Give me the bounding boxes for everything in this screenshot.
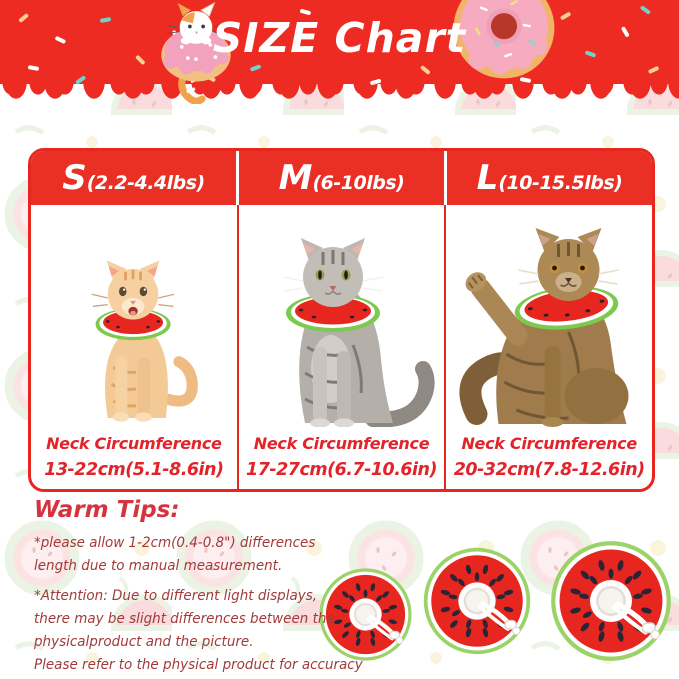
neck-range-value: 20-32cm(7.8-12.6in) xyxy=(453,460,645,480)
tip-line: *please allow 1-2cm(0.4-0.8") differences xyxy=(34,535,316,551)
cat-photo-s xyxy=(59,233,209,423)
banner-drip-edge xyxy=(0,84,679,114)
size-cell-m xyxy=(237,205,445,489)
neck-range-value: 13-22cm(5.1-8.6in) xyxy=(44,460,224,480)
collar-large-icon xyxy=(548,538,674,664)
size-cell-s xyxy=(31,205,237,489)
warm-tips-section xyxy=(34,497,364,677)
weight-range-label: (10-15.5lbs) xyxy=(498,171,623,194)
cat-photo-l xyxy=(447,214,652,429)
size-table-header-row xyxy=(31,151,652,205)
size-label: L xyxy=(476,158,499,198)
page-title: SIZE Chart xyxy=(212,14,467,62)
warm-tips-title: Warm Tips: xyxy=(34,497,180,523)
size-label: S xyxy=(62,158,87,198)
size-cell-l xyxy=(444,205,652,489)
tip-line: Please refer to the physical product for accuracy xyxy=(34,657,363,673)
collar-medium-icon xyxy=(421,545,533,657)
neck-circumference-label: Neck Circumference xyxy=(461,434,637,453)
weight-range-label: (2.2-4.4lbs) xyxy=(86,171,205,194)
tip-line: physicalproduct and the picture. xyxy=(34,634,254,650)
size-label: M xyxy=(278,158,313,198)
weight-range-label: (6-10lbs) xyxy=(312,171,405,194)
tip-line: there may be slight differences between the xyxy=(34,611,335,627)
size-column-header-s xyxy=(31,151,236,205)
cat-photo-m xyxy=(247,227,437,427)
neck-range-value: 17-27cm(6.7-10.6in) xyxy=(246,460,437,480)
tip-line: length due to manual measurement. xyxy=(34,558,283,574)
tip-line: *Attention: Due to different light displays, xyxy=(34,588,318,604)
neck-circumference-label: Neck Circumference xyxy=(253,434,430,453)
size-table-body-row xyxy=(31,205,652,489)
size-table xyxy=(28,148,655,492)
neck-circumference-label: Neck Circumference xyxy=(46,434,222,453)
size-column-header-m xyxy=(236,151,444,205)
size-column-header-l xyxy=(444,151,652,205)
